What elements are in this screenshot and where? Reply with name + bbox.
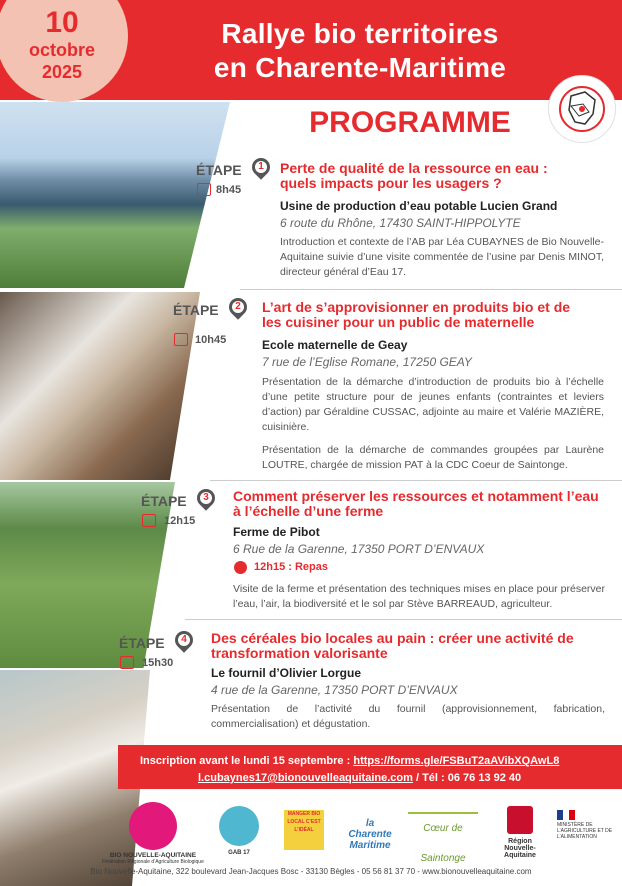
divider	[185, 619, 622, 620]
step-description: Introduction et contexte de l’AB par Léa CUBAYNES de Bio Nouvelle-Aquitaine suivie d’une visite commentée de l’usine par Denis MINOT, directeur général d’Eau 17.	[280, 236, 604, 278]
step-description: Présentation de l’activité du fournil (approvisionnement, fabrication, commercialisation) et dégustation.	[211, 703, 605, 730]
divider	[210, 480, 622, 481]
step-venue: Usine de production d’eau potable Lucien Grand	[280, 199, 558, 213]
step-label: ÉTAPE	[173, 302, 219, 318]
calendar-icon	[174, 333, 188, 346]
bio-na-sub: Fédération Régionale d’Agriculture Biologique	[102, 859, 204, 865]
step-number: 1	[255, 161, 267, 173]
step-time: 15h30	[142, 657, 174, 669]
date-day: 10	[45, 6, 79, 39]
inscription-link[interactable]: https://forms.gle/FSBuT2aAVibXQAwL8	[353, 755, 560, 767]
step-venue: Ecole maternelle de Geay	[262, 338, 408, 352]
ministere-label: MINISTÈRE DE L’AGRICULTURE ET DE L’ALIMENTATION	[557, 822, 613, 840]
step-pin-icon	[193, 485, 218, 510]
bio-na-label: BIO NOUVELLE-AQUITAINE	[109, 852, 197, 859]
programme-heading: PROGRAMME	[309, 106, 511, 139]
region-shield-icon	[507, 806, 533, 834]
gab-label: GAB 17	[228, 850, 250, 856]
flag-icon	[557, 810, 575, 820]
gab-logo-icon	[219, 806, 259, 846]
calendar-icon	[120, 656, 134, 669]
coeur-de-saintonge-logo: Cœur de Saintonge	[408, 812, 478, 844]
step-title: Des céréales bio locales au pain : créer une activité de transformation valorisante	[211, 630, 574, 661]
step-label: ÉTAPE	[141, 493, 187, 509]
photo-kitchen	[0, 292, 200, 480]
step-venue: Ferme de Pibot	[233, 525, 320, 539]
step-number: 4	[178, 634, 190, 646]
step-venue: Le fournil d’Olivier Lorgue	[211, 666, 362, 680]
step-pin-icon	[171, 627, 196, 652]
step-number: 2	[232, 301, 244, 313]
photo-water-plant	[0, 102, 230, 288]
footer-address: Bio Nouvelle-Aquitaine, 322 boulevard Jean-Jacques Bosc - 33130 Bègles - 05 56 81 37 70 - www.bionouvelleaquitaine.com	[90, 867, 532, 876]
step-time: 10h45	[195, 334, 227, 346]
contact-email-link[interactable]: l.cubaynes17@bionouvelleaquitaine.com	[198, 772, 413, 784]
date-month: octobre	[28, 40, 95, 60]
map-logo-icon	[548, 75, 616, 143]
page-title-line1: Rallye bio territoires	[221, 18, 499, 49]
bio-na-logo-icon	[129, 802, 177, 850]
step-title: Perte de qualité de la ressource en eau : quels impacts pour les usagers ?	[280, 160, 548, 191]
step-description: Présentation de la démarche d’introduction de produits bio à l’échelle d’une petite structure pour de jeunes enfants (contraintes et leviers d’action) par Géraldine CUSSAC, adjointe au maire et Valérie MAZIÈRE, cuisinière.	[262, 376, 604, 433]
step-label: ÉTAPE	[119, 635, 165, 651]
step-address: 6 Rue de la Garenne, 17350 PORT D’ENVAUX	[233, 542, 485, 556]
step-address: 6 route du Rhône, 17430 SAINT-HIPPOLYTE	[280, 216, 521, 230]
step-title: L’art de s’approvisionner en produits bio et de les cuisiner pour un public de maternelle	[262, 299, 571, 330]
contact-phone: / Tél : 06 76 13 92 40	[412, 772, 522, 784]
step-time: 8h45	[216, 184, 242, 196]
calendar-icon	[142, 514, 156, 527]
step-number: 3	[200, 492, 212, 504]
chef-icon	[234, 561, 247, 574]
step-label: ÉTAPE	[196, 162, 242, 178]
step-address: 4 rue de la Garenne, 17350 PORT D’ENVAUX	[211, 683, 458, 697]
step-description: Présentation de la démarche de commandes groupées par Laurène LOUTRE, chargée de mission PAT à la CDC Coeur de Saintonge.	[262, 444, 604, 471]
step-description: Visite de la ferme et présentation des techniques mises en place pour préserver l’eau, l’air, la biodiversité et le sol par Stève BARREAUD, agriculteur.	[233, 583, 605, 610]
step-meal: 12h15 : Repas	[254, 561, 328, 573]
charente-maritime-logo: la Charente Maritime	[348, 818, 392, 851]
page-title-line2: en Charente-Maritime	[213, 52, 507, 83]
step-address: 7 rue de l’Eglise Romane, 17250 GEAY	[262, 355, 472, 369]
step-time: 12h15	[164, 515, 196, 527]
region-label: Région Nouvelle-Aquitaine	[504, 838, 536, 859]
step-pin-icon	[248, 154, 273, 179]
step-pin-icon	[225, 294, 250, 319]
inscription-banner	[118, 745, 622, 789]
manger-bio-logo: MANGER BIO LOCAL C’EST L’IDÉAL	[284, 810, 324, 850]
inscription-text: Inscription avant le lundi 15 septembre :	[140, 755, 354, 767]
calendar-icon	[197, 183, 211, 196]
date-year: 2025	[41, 62, 83, 82]
divider	[240, 289, 622, 290]
step-title: Comment préserver les ressources et notamment l’eau à l’échelle d’une ferme	[233, 488, 599, 519]
